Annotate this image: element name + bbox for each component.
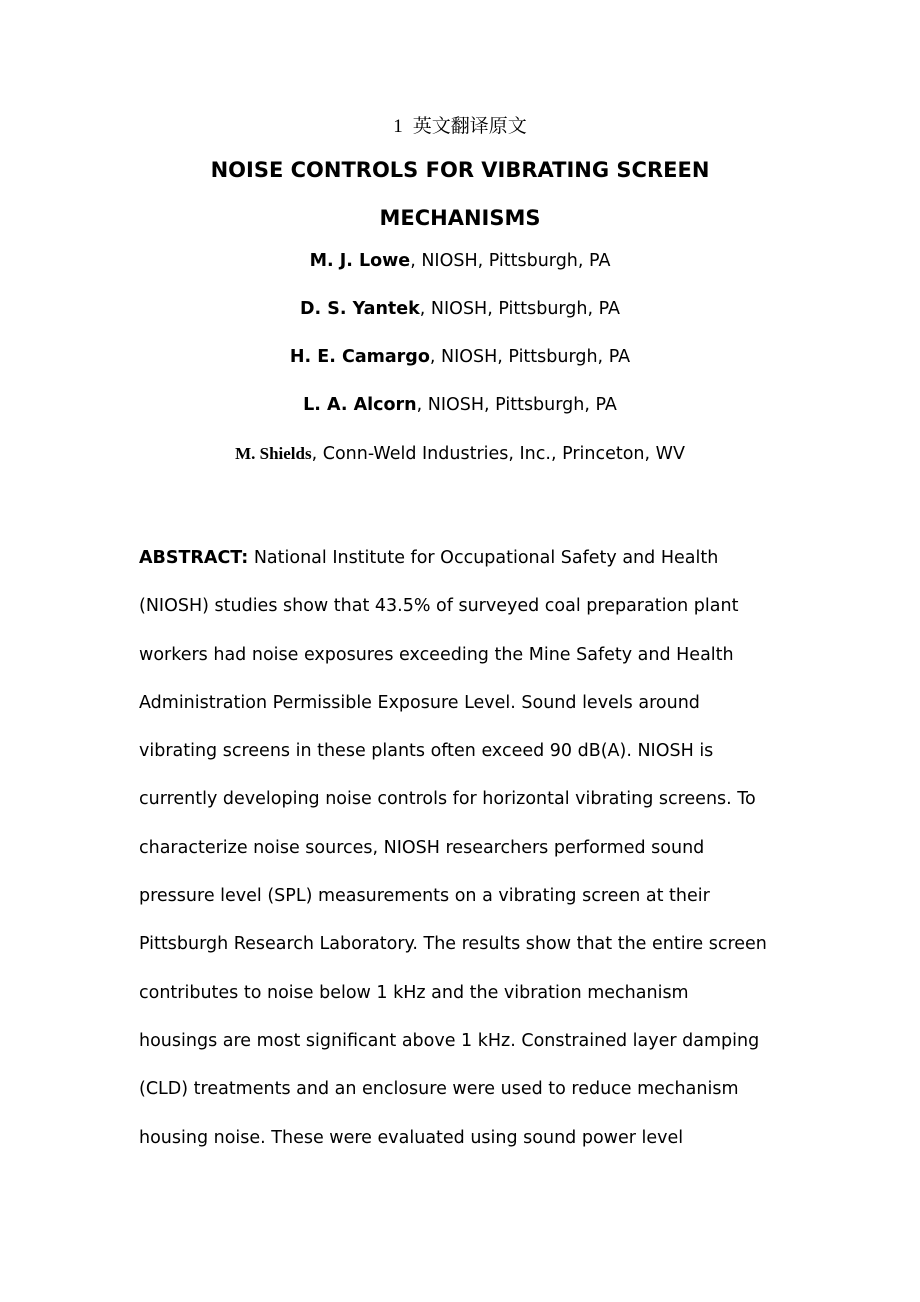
abstract-line: contributes to noise below 1 kHz and the vibration mechanism	[139, 982, 689, 1003]
author-name: M. Shields	[235, 444, 312, 463]
author-affiliation: , NIOSH, Pittsburgh, PA	[429, 347, 631, 367]
section-heading	[0, 111, 920, 142]
author-affiliation: , NIOSH, Pittsburgh, PA	[416, 395, 617, 415]
abstract	[139, 534, 789, 1162]
section-number: 1	[393, 116, 403, 137]
abstract-text: National Institute for Occupational Safety and Health	[248, 548, 719, 568]
abstract-line: (NIOSH) studies show that 43.5% of surveyed coal preparation plant	[139, 596, 739, 617]
author-name: L. A. Alcorn	[303, 395, 417, 415]
author-name: M. J. Lowe	[309, 251, 411, 271]
author-affiliation: , NIOSH, Pittsburgh, PA	[410, 251, 611, 271]
author-line	[0, 440, 920, 468]
paper-title-line-2: MECHANISMS	[379, 206, 541, 230]
abstract-line: currently developing noise controls for horizontal vibrating screens. To	[139, 789, 756, 810]
author-name: H. E. Camargo	[289, 347, 430, 367]
abstract-line: Administration Permissible Exposure Level. Sound levels around	[139, 692, 700, 713]
abstract-line: (CLD) treatments and an enclosure were used to reduce mechanism	[139, 1079, 739, 1100]
author-line	[0, 343, 920, 371]
author-line	[0, 247, 920, 275]
abstract-line: Pittsburgh Research Laboratory. The results show that the entire screen	[139, 934, 767, 955]
paper-title-line-1: NOISE CONTROLS FOR VIBRATING SCREEN	[210, 158, 710, 182]
abstract-line: characterize noise sources, NIOSH researchers performed sound	[139, 837, 705, 858]
abstract-line: workers had noise exposures exceeding the Mine Safety and Health	[139, 644, 734, 665]
abstract-line	[139, 534, 789, 582]
author-line	[0, 391, 920, 419]
author-name: D. S. Yantek	[299, 299, 420, 319]
abstract-line: vibrating screens in these plants often exceed 90 dB(A). NIOSH is	[139, 741, 714, 762]
author-affiliation: , NIOSH, Pittsburgh, PA	[419, 299, 621, 319]
author-affiliation: , Conn-Weld Industries, Inc., Princeton, WV	[311, 444, 685, 464]
abstract-line: housing noise. These were evaluated using sound power level	[139, 1127, 684, 1148]
author-line	[0, 295, 920, 323]
abstract-line: pressure level (SPL) measurements on a vibrating screen at their	[139, 886, 710, 907]
abstract-line: housings are most significant above 1 kHz. Constrained layer damping	[139, 1030, 760, 1051]
paper-title	[0, 146, 920, 242]
section-heading-text: 英文翻译原文	[412, 115, 527, 137]
abstract-label: ABSTRACT:	[139, 548, 249, 568]
